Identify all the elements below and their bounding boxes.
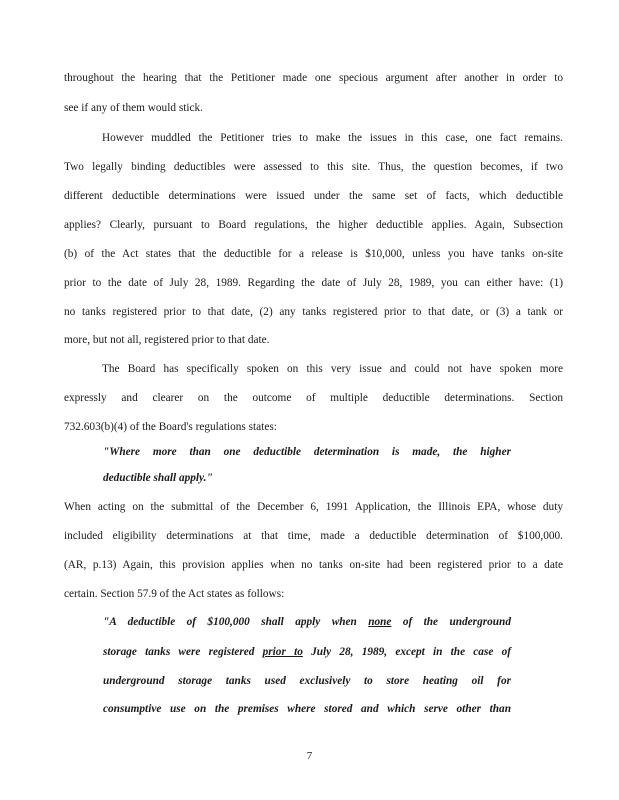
block-quote-line: underground storage tanks used exclusively to store heating oil for — [103, 675, 511, 687]
body-text-line: 732.603(b)(4) of the Board's regulations states: — [64, 421, 277, 433]
body-text-line: certain. Section 57.9 of the Act states as follows: — [64, 588, 285, 600]
quote-text: "A deductible of $100,000 shall apply when — [103, 616, 369, 628]
body-text-line: applies? Clearly, pursuant to Board regulations, the higher deductible applies. Again, Subsection — [64, 219, 563, 231]
body-text-line: see if any of them would stick. — [64, 102, 203, 114]
quote-text: of the underground — [391, 616, 511, 628]
body-text-line: no tanks registered prior to that date, (2) any tanks registered prior to that date, or (3) a tank or — [64, 306, 563, 318]
body-text-line: (b) of the Act states that the deductible for a release is $10,000, unless you have tanks on-site — [64, 248, 563, 260]
body-text-line: more, but not all, registered prior to that date. — [64, 334, 270, 346]
body-text-line: different deductible determinations were issued under the same set of facts, which deductible — [64, 190, 563, 202]
body-text-line: The Board has specifically spoken on this very issue and could not have spoken more — [102, 363, 563, 375]
page-number: 7 — [306, 750, 313, 762]
body-text-line: However muddled the Petitioner tries to make the issues in this case, one fact remains. — [102, 132, 563, 144]
quote-text: July 28, 1989, except in the case of — [302, 646, 511, 658]
quote-underlined-text: none — [368, 616, 392, 628]
body-text-line: prior to the date of July 28, 1989. Regarding the date of July 28, 1989, you can either have: (1) — [64, 277, 563, 289]
block-quote-line — [103, 645, 511, 659]
body-text-line: Two legally binding deductibles were assessed to this site. Thus, the question becomes, if two — [64, 161, 563, 173]
body-text-line: throughout the hearing that the Petitioner made one specious argument after another in order to — [64, 72, 563, 84]
body-text-line: included eligibility determinations at that time, made a deductible determination of $100,000. — [64, 530, 563, 542]
block-quote-line — [103, 615, 511, 629]
block-quote-line: "Where more than one deductible determination is made, the higher — [103, 446, 511, 458]
block-quote-line: consumptive use on the premises where stored and which serve other than — [103, 703, 511, 715]
body-text-line: When acting on the submittal of the December 6, 1991 Application, the Illinois EPA, whose duty — [64, 501, 563, 513]
block-quote-line: deductible shall apply." — [103, 472, 213, 484]
body-text-line: expressly and clearer on the outcome of multiple deductible determinations. Section — [64, 392, 563, 404]
quote-text: storage tanks were registered — [103, 646, 263, 658]
body-text-line: (AR, p.13) Again, this provision applies when no tanks on-site had been registered prior to a date — [64, 559, 563, 571]
quote-underlined-text: prior to — [262, 646, 303, 658]
